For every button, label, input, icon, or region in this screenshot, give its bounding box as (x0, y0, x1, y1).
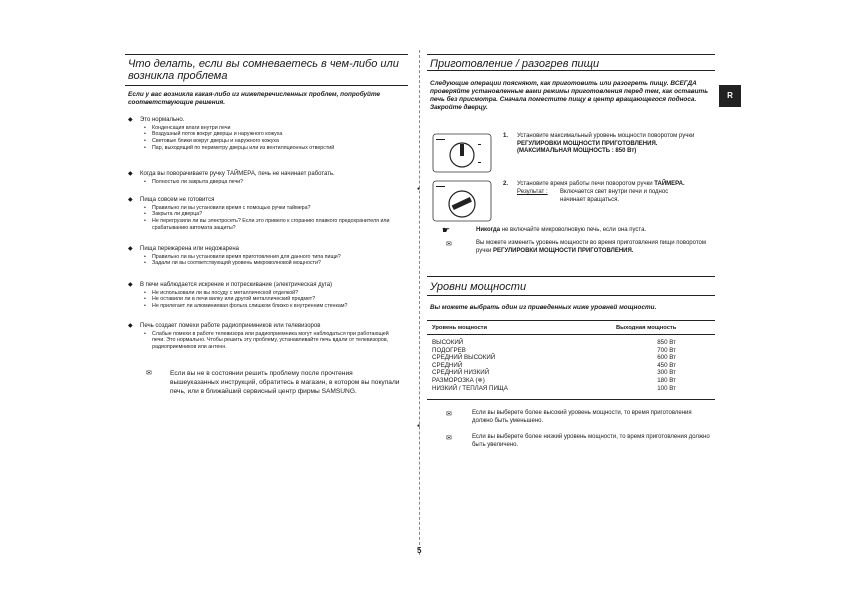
left-title: Что делать, если вы сомневаетесь в чем-либо или возникла проблема (128, 58, 399, 82)
problem-sub-item: • Не перегрузили ли вы электросеть? Если это привело к сгоранию плавкого предохранителя или срабатыванию автомата защиты? (152, 218, 402, 232)
problem-sub-item: • Закрыта ли дверца? (152, 211, 402, 218)
bullet-diamond-icon: ◆ (128, 117, 133, 123)
note-icon: ✉ (446, 435, 452, 442)
center-mark-top: ● (417, 186, 421, 192)
problem-item (128, 282, 402, 310)
pointing-hand-icon: ☛ (442, 225, 451, 235)
power-level-output: 300 Вт (657, 369, 676, 377)
left-note-text: Если вы не в состоянии решить проблему после прочтения вышеуказанных инструкций, обратитесь в магазин, в котором вы покупали печь, или в ближайший сервисный центр фирмы SAMSUNG. (170, 370, 400, 395)
step2-text-main: Установите время работы печи поворотом ручки (517, 181, 653, 187)
svg-text:▬: ▬ (478, 142, 481, 146)
note1-body: Вы можете изменить уровень мощности во время приготовления пищи поворотом ручки (476, 240, 706, 254)
step2-text (517, 181, 717, 189)
problem-title: Пища пережарена или недожарена (140, 246, 239, 252)
power-intro: Вы можете выбрать один из приведенных ниже уровней мощности. (430, 304, 657, 311)
problem-item (128, 197, 402, 232)
warning-body: не включайте микроволновую печь, если она пуста. (501, 227, 647, 233)
right-title-underline (427, 70, 715, 71)
right-intro: Следующие операции поясняют, как приготовить или разогреть пищу. ВСЕГДА проверяйте установленные вами режимы приготовления перед тем, как оставить печь без присмотра. Сначала поместите пищу в центр вращающегося подноса. Закройте дверцу. (430, 80, 709, 111)
note1-text (476, 240, 711, 255)
step2-text-bold: ТАЙМЕРА. (654, 181, 685, 187)
side-tab-r: R (719, 85, 741, 107)
left-intro: Если у вас возникла какая-либо из нижеперечисленных проблем, попробуйте соответствующие решения. (128, 91, 381, 106)
power-level-output: 700 Вт (657, 346, 676, 354)
step1-text (517, 133, 712, 156)
problem-sub-item: • Задали ли вы соответствующий уровень микроволновой мощности? (152, 260, 402, 267)
problem-title: В печи наблюдается искрение и потрескивание (электрическая дуга) (140, 282, 333, 288)
result-text: Включается свет внутри печи и поднос начинает вращаться. (560, 189, 669, 203)
problem-sub-item: • Пар, выходящий по периметру дверцы или из вентиляционных отверстий (152, 145, 402, 152)
result-label: Результат : (517, 189, 548, 195)
step1-number: 1. (503, 133, 509, 139)
power-title: Уровни мощности (430, 281, 527, 293)
problem-title: Печь создает помехи работе радиоприемников или телевизоров (140, 323, 321, 329)
table-bottom-rule (427, 399, 715, 400)
power-level-name: ВЫСОКИЙ (432, 339, 464, 346)
step1-text-bold: РЕГУЛИРОВКИ МОЩНОСТИ ПРИГОТОВЛЕНИЯ. (517, 140, 658, 147)
right-title-rule (427, 54, 715, 55)
note2-text: Если вы выберете более высокий уровень мощности, то время приготовления должно быть уменьшено. (472, 410, 692, 424)
problem-sub-item: • Правильно ли вы установили время приготовления для данного типа пищи? (152, 254, 402, 261)
power-level-output: 450 Вт (657, 361, 676, 369)
problem-title: Когда вы поворачиваете ручку ТАЙМЕРА, печь не начинает работать. (140, 171, 335, 177)
power-level-output: 100 Вт (657, 384, 676, 392)
power-title-underline (427, 295, 715, 296)
power-title-rule (427, 276, 715, 277)
note-icon: ✉ (146, 370, 152, 377)
left-title-rule (125, 54, 408, 55)
problem-sub-item: • Не оставили ли в печи вилку или другой металлический предмет? (152, 296, 402, 303)
left-note (146, 370, 400, 396)
problem-item (128, 246, 402, 267)
step2-number: 2. (503, 181, 509, 187)
power-level-name: НИЗКИЙ / ТЕПЛАЯ ПИЩА (432, 384, 508, 392)
problem-title: Это нормально. (140, 117, 185, 123)
note-icon: ✉ (446, 241, 452, 248)
problem-title: Пища совсем не готовится (140, 197, 215, 203)
right-title: Приготовление / разогрев пищи (430, 58, 600, 70)
warning-prefix: Никогда (476, 227, 501, 233)
bullet-diamond-icon: ◆ (128, 246, 133, 252)
table-header-output: Выходная мощность (616, 325, 677, 331)
step1-text-paren: (МАКСИМАЛЬНАЯ МОЩНОСТЬ : 850 Вт) (517, 148, 637, 155)
svg-text:▬▬▬: ▬▬▬ (436, 137, 445, 141)
center-divider (419, 50, 420, 555)
power-level-name: РАЗМОРОЗКА (❄) (432, 377, 485, 384)
bullet-diamond-icon: ◆ (128, 171, 133, 177)
problem-sub-item: • Не прилегает ли алюминиевая фольга слишком близко к внутренним стенкам? (152, 303, 402, 310)
note1-bold: РЕГУЛИРОВКИ МОЩНОСТИ ПРИГОТОВЛЕНИЯ. (493, 247, 634, 254)
power-level-name: СРЕДНИЙ НИЗКИЙ (432, 369, 490, 377)
problem-sub-item: • Полностью ли закрыта дверца печи? (152, 179, 402, 186)
power-level-output: 180 Вт (657, 377, 676, 384)
bullet-diamond-icon: ◆ (128, 197, 133, 203)
bullet-diamond-icon: ◆ (128, 282, 133, 288)
note-icon: ✉ (446, 411, 452, 418)
power-level-output: 850 Вт (657, 339, 676, 346)
problem-sub-item: • Не использовали ли вы посуду с металлической отделкой? (152, 290, 402, 297)
bullet-diamond-icon: ◆ (128, 323, 133, 329)
table-header-rule (427, 334, 715, 335)
timer-dial-icon (432, 180, 492, 222)
table-header-level: Уровень мощности (432, 325, 488, 331)
problem-sub-item: • Слабые помехи в работе телевизора или радиоприемника могут наблюдаться при работающей печи. Это нормально. Чтобы решить эту проблему, устанавливайте печь вдали от телевизоров, радиоприемников или антенн. (152, 331, 402, 351)
warning-text (476, 227, 706, 235)
problem-sub-item: • Конденсация влаги внутри печи (152, 125, 402, 132)
table-top-rule (427, 320, 715, 321)
problem-sub-item: • Воздушный поток вокруг дверцы и наружного кожуха (152, 131, 402, 138)
problem-item (128, 171, 402, 185)
note3-text: Если вы выберете более низкий уровень мощности, то время приготовления должно быть увеличено. (472, 434, 710, 448)
power-level-name: СРЕДНИЙ (432, 361, 463, 369)
problem-sub-item: • Правильно ли вы установили время с помощью ручки таймера? (152, 205, 402, 212)
problem-item (128, 117, 402, 152)
left-title-underline (125, 85, 408, 86)
power-level-name: ПОДОГРЕВ (432, 346, 466, 354)
step1-text-main: Установите максимальный уровень мощности поворотом ручки (517, 133, 695, 139)
page-number: 5 (417, 546, 422, 555)
center-mark-bottom: ● (417, 423, 421, 429)
svg-text:▬▬▬: ▬▬▬ (436, 184, 445, 188)
problem-item (128, 323, 402, 351)
problem-sub-item: • Световые блики вокруг дверцы и наружного кожуха (152, 138, 402, 145)
svg-text:▬: ▬ (478, 160, 481, 164)
power-dial-icon (432, 133, 492, 173)
power-level-name: СРЕДНИЙ ВЫСОКИЙ (432, 354, 496, 362)
power-level-output: 600 Вт (657, 354, 676, 362)
